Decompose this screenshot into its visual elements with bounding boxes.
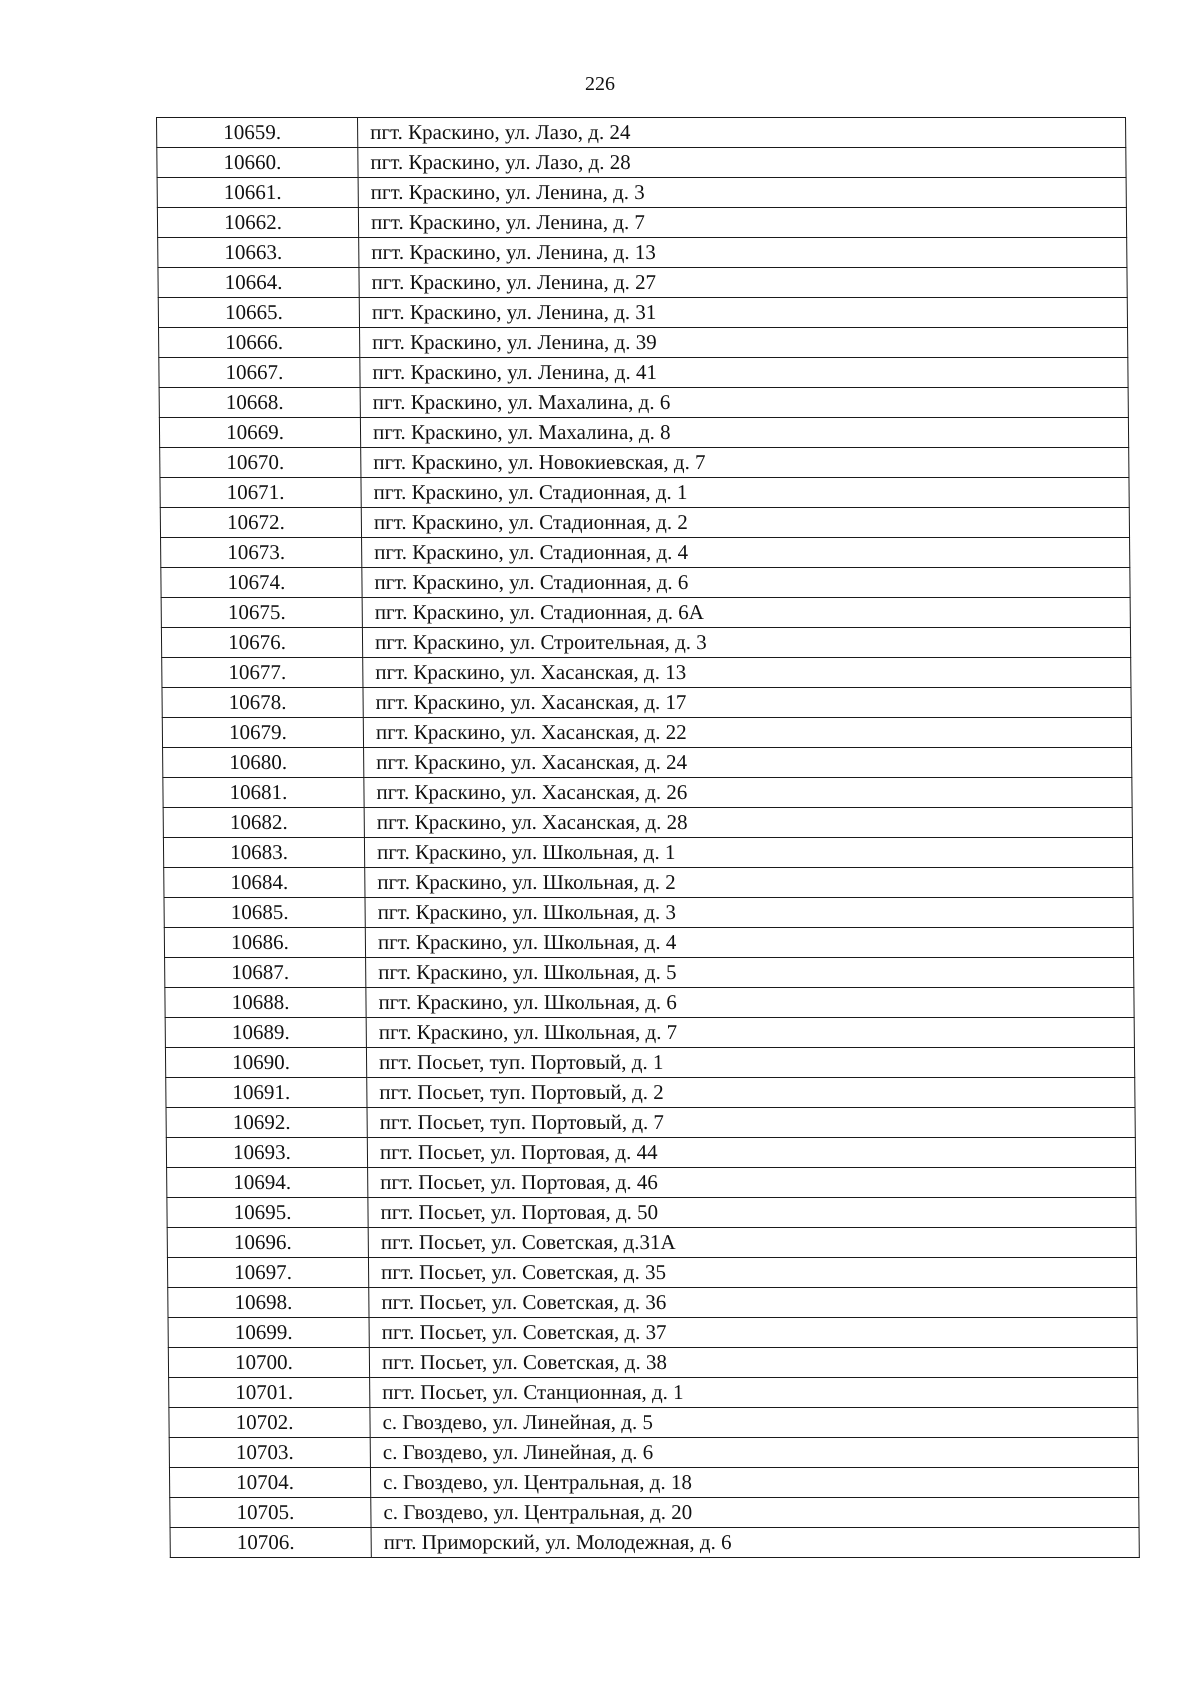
row-number-cell: 10697.: [167, 1258, 368, 1288]
table-row: [161, 568, 1130, 598]
table-row: [163, 778, 1132, 808]
row-number-cell: 10672.: [160, 508, 361, 538]
address-cell: пгт. Краскино, ул. Школьная, д. 4: [365, 928, 1133, 958]
table-row: [170, 1528, 1139, 1558]
address-cell: пгт. Краскино, ул. Ленина, д. 41: [360, 358, 1128, 388]
address-cell: пгт. Краскино, ул. Стадионная, д. 4: [362, 538, 1130, 568]
table-row: [168, 1288, 1137, 1318]
table-row: [161, 538, 1130, 568]
table-row: [165, 958, 1134, 988]
table-row: [163, 748, 1132, 778]
table-row: [158, 238, 1127, 268]
row-number-cell: 10691.: [166, 1078, 367, 1108]
page-number: 226: [585, 73, 615, 95]
table-row: [167, 1228, 1136, 1258]
table-row: [169, 1378, 1138, 1408]
row-number-cell: 10662.: [157, 208, 358, 238]
row-number-cell: 10702.: [169, 1408, 370, 1438]
address-cell: пгт. Посьет, ул. Портовая, д. 50: [368, 1198, 1136, 1228]
address-cell: пгт. Краскино, ул. Махалина, д. 6: [360, 388, 1128, 418]
address-table-body: [157, 118, 1140, 1558]
address-cell: пгт. Посьет, ул. Советская, д. 38: [369, 1348, 1137, 1378]
table-row: [169, 1468, 1138, 1498]
table-row: [159, 388, 1128, 418]
address-cell: пгт. Посьет, ул. Советская, д. 35: [368, 1258, 1136, 1288]
row-number-cell: 10671.: [160, 478, 361, 508]
table-row: [167, 1168, 1136, 1198]
table-row: [163, 838, 1132, 868]
row-number-cell: 10703.: [169, 1438, 370, 1468]
address-cell: пгт. Посьет, туп. Портовый, д. 2: [367, 1078, 1135, 1108]
address-cell: пгт. Краскино, ул. Ленина, д. 3: [358, 178, 1126, 208]
row-number-cell: 10689.: [165, 1018, 366, 1048]
table-row: [158, 298, 1127, 328]
table-row: [162, 718, 1131, 748]
address-cell: пгт. Посьет, туп. Портовый, д. 7: [367, 1108, 1135, 1138]
row-number-cell: 10695.: [167, 1198, 368, 1228]
table-row: [160, 508, 1129, 538]
row-number-cell: 10676.: [161, 628, 362, 658]
address-cell: с. Гвоздево, ул. Центральная, д. 20: [371, 1498, 1139, 1528]
row-number-cell: 10686.: [164, 928, 365, 958]
row-number-cell: 10678.: [162, 688, 363, 718]
address-cell: пгт. Посьет, ул. Портовая, д. 46: [368, 1168, 1136, 1198]
address-cell: пгт. Краскино, ул. Стадионная, д. 1: [361, 478, 1129, 508]
address-cell: пгт. Посьет, ул. Портовая, д. 44: [367, 1138, 1135, 1168]
row-number-cell: 10698.: [168, 1288, 369, 1318]
address-cell: пгт. Краскино, ул. Махалина, д. 8: [360, 418, 1128, 448]
row-number-cell: 10670.: [160, 448, 361, 478]
row-number-cell: 10692.: [166, 1108, 367, 1138]
address-cell: пгт. Посьет, ул. Советская, д. 36: [369, 1288, 1137, 1318]
address-cell: пгт. Краскино, ул. Хасанская, д. 17: [363, 688, 1131, 718]
table-row: [167, 1258, 1136, 1288]
row-number-cell: 10690.: [165, 1048, 366, 1078]
address-cell: пгт. Краскино, ул. Хасанская, д. 24: [364, 748, 1132, 778]
address-cell: пгт. Краскино, ул. Строительная, д. 3: [362, 628, 1130, 658]
table-row: [159, 418, 1128, 448]
address-cell: пгт. Краскино, ул. Ленина, д. 7: [358, 208, 1126, 238]
address-table: [156, 117, 1140, 1558]
row-number-cell: 10660.: [157, 148, 358, 178]
address-cell: пгт. Краскино, ул. Стадионная, д. 2: [361, 508, 1129, 538]
row-number-cell: 10674.: [161, 568, 362, 598]
table-row: [166, 1078, 1135, 1108]
row-number-cell: 10704.: [169, 1468, 370, 1498]
address-cell: с. Гвоздево, ул. Центральная, д. 18: [370, 1468, 1138, 1498]
row-number-cell: 10683.: [163, 838, 364, 868]
row-number-cell: 10706.: [170, 1528, 371, 1558]
row-number-cell: 10684.: [164, 868, 365, 898]
row-number-cell: 10661.: [157, 178, 358, 208]
row-number-cell: 10679.: [162, 718, 363, 748]
table-row: [170, 1498, 1139, 1528]
address-cell: пгт. Краскино, ул. Ленина, д. 13: [359, 238, 1127, 268]
address-cell: пгт. Краскино, ул. Школьная, д. 6: [366, 988, 1134, 1018]
address-cell: с. Гвоздево, ул. Линейная, д. 5: [370, 1408, 1138, 1438]
address-cell: пгт. Краскино, ул. Стадионная, д. 6: [362, 568, 1130, 598]
address-cell: пгт. Краскино, ул. Хасанская, д. 26: [364, 778, 1132, 808]
table-row: [159, 358, 1128, 388]
address-cell: пгт. Посьет, ул. Советская, д. 37: [369, 1318, 1137, 1348]
row-number-cell: 10673.: [161, 538, 362, 568]
row-number-cell: 10668.: [159, 388, 360, 418]
address-cell: пгт. Приморский, ул. Молодежная, д. 6: [371, 1528, 1139, 1558]
row-number-cell: 10682.: [163, 808, 364, 838]
row-number-cell: 10677.: [162, 658, 363, 688]
table-row: [165, 1048, 1134, 1078]
address-cell: пгт. Краскино, ул. Ленина, д. 39: [360, 328, 1128, 358]
row-number-cell: 10700.: [168, 1348, 369, 1378]
table-row: [157, 178, 1126, 208]
table-row: [164, 898, 1133, 928]
row-number-cell: 10699.: [168, 1318, 369, 1348]
address-cell: пгт. Краскино, ул. Стадионная, д. 6А: [362, 598, 1130, 628]
table-row: [157, 208, 1126, 238]
address-cell: пгт. Краскино, ул. Лазо, д. 28: [358, 148, 1126, 178]
row-number-cell: 10696.: [167, 1228, 368, 1258]
table-row: [168, 1318, 1137, 1348]
row-number-cell: 10693.: [166, 1138, 367, 1168]
address-cell: пгт. Краскино, ул. Школьная, д. 2: [365, 868, 1133, 898]
row-number-cell: 10663.: [158, 238, 359, 268]
address-cell: пгт. Посьет, туп. Портовый, д. 1: [366, 1048, 1134, 1078]
table-row: [159, 328, 1128, 358]
table-row: [163, 808, 1132, 838]
row-number-cell: 10687.: [165, 958, 366, 988]
row-number-cell: 10667.: [159, 358, 360, 388]
table-row: [160, 478, 1129, 508]
address-cell: пгт. Краскино, ул. Хасанская, д. 13: [363, 658, 1131, 688]
table-row: [169, 1438, 1138, 1468]
table-row: [157, 118, 1126, 148]
table-row: [164, 868, 1133, 898]
row-number-cell: 10688.: [165, 988, 366, 1018]
address-cell: пгт. Краскино, ул. Хасанская, д. 22: [363, 718, 1131, 748]
address-cell: пгт. Краскино, ул. Школьная, д. 7: [366, 1018, 1134, 1048]
address-cell: пгт. Посьет, ул. Станционная, д. 1: [370, 1378, 1138, 1408]
table-row: [166, 1138, 1135, 1168]
row-number-cell: 10675.: [161, 598, 362, 628]
address-cell: пгт. Краскино, ул. Ленина, д. 31: [359, 298, 1127, 328]
table-row: [167, 1198, 1136, 1228]
table-row: [168, 1348, 1137, 1378]
table-row: [165, 988, 1134, 1018]
row-number-cell: 10666.: [159, 328, 360, 358]
table-row: [169, 1408, 1138, 1438]
row-number-cell: 10705.: [170, 1498, 371, 1528]
row-number-cell: 10659.: [157, 118, 358, 148]
address-cell: пгт. Краскино, ул. Лазо, д. 24: [358, 118, 1126, 148]
address-cell: с. Гвоздево, ул. Линейная, д. 6: [370, 1438, 1138, 1468]
address-cell: пгт. Краскино, ул. Школьная, д. 3: [365, 898, 1133, 928]
row-number-cell: 10664.: [158, 268, 359, 298]
address-cell: пгт. Краскино, ул. Новокиевская, д. 7: [361, 448, 1129, 478]
table-row: [157, 148, 1126, 178]
row-number-cell: 10669.: [159, 418, 360, 448]
table-row: [162, 688, 1131, 718]
table-row: [161, 628, 1130, 658]
table-row: [164, 928, 1133, 958]
address-cell: пгт. Краскино, ул. Школьная, д. 1: [364, 838, 1132, 868]
row-number-cell: 10665.: [158, 298, 359, 328]
address-cell: пгт. Краскино, ул. Хасанская, д. 28: [364, 808, 1132, 838]
row-number-cell: 10685.: [164, 898, 365, 928]
address-cell: пгт. Краскино, ул. Школьная, д. 5: [366, 958, 1134, 988]
table-row: [165, 1018, 1134, 1048]
table-row: [161, 598, 1130, 628]
table-row: [162, 658, 1131, 688]
row-number-cell: 10680.: [163, 748, 364, 778]
row-number-cell: 10681.: [163, 778, 364, 808]
table-row: [158, 268, 1127, 298]
row-number-cell: 10694.: [167, 1168, 368, 1198]
address-cell: пгт. Краскино, ул. Ленина, д. 27: [359, 268, 1127, 298]
table-row: [160, 448, 1129, 478]
table-row: [166, 1108, 1135, 1138]
address-cell: пгт. Посьет, ул. Советская, д.31А: [368, 1228, 1136, 1258]
row-number-cell: 10701.: [169, 1378, 370, 1408]
